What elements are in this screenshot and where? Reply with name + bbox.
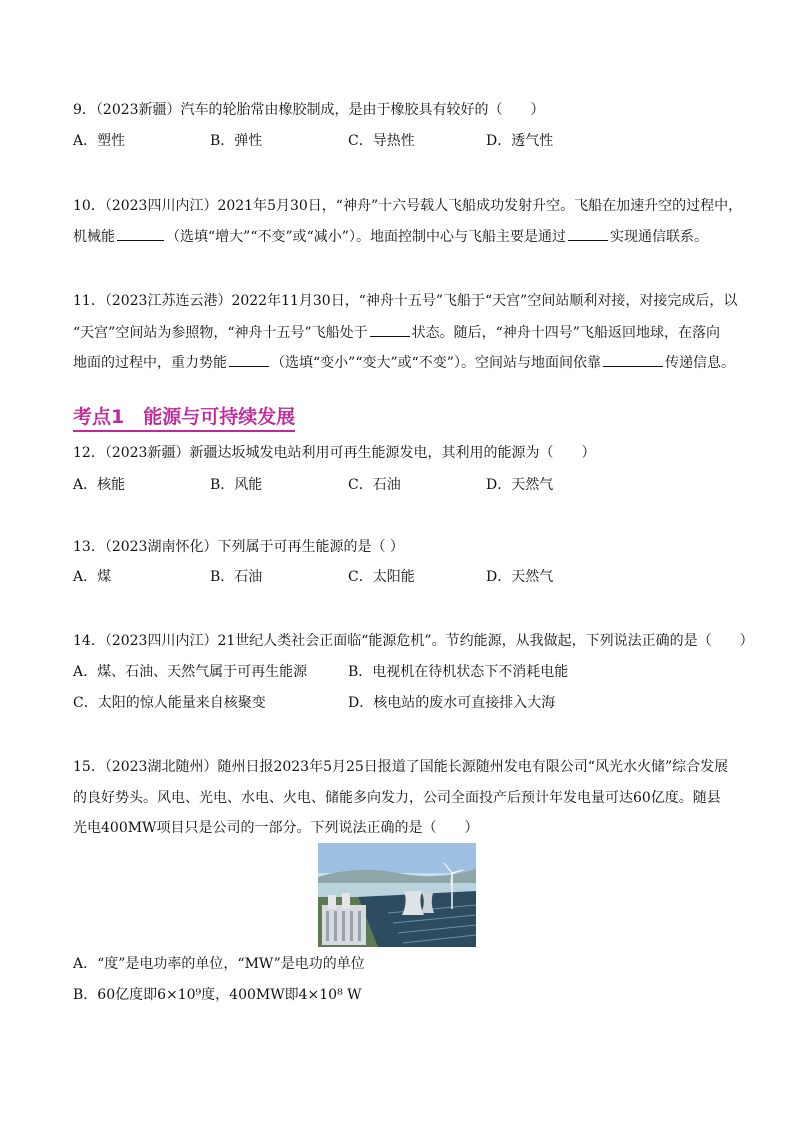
answer-blank — [117, 226, 164, 241]
question-14-option-c: C．太阳的惊人能量来自核聚变 — [73, 695, 266, 711]
question-11-text-a: “天宫”空间站为参照物，“神舟十五号”飞船处于 — [73, 325, 368, 341]
answer-blank — [370, 322, 410, 337]
question-13-option-c: C．太阳能 — [348, 569, 415, 585]
question-15-line-3: 光电400MW项目只是公司的一部分。下列说法正确的是（ ） — [73, 820, 479, 836]
question-15-line-2: 的良好势头。风电、光电、水电、火电、储能多向发力，公司全面投产后预计年发电量可达60亿度。随县 — [73, 790, 721, 806]
question-10-text-b: （选填“增大”“不变”或“减小”）。地面控制中心与飞船主要是通过 — [166, 229, 566, 245]
question-11-text-d: （选填“变小”“变大”或“不变”）。空间站与地面间依靠 — [271, 355, 601, 371]
question-13-option-a: A．煤 — [73, 569, 112, 585]
question-11-text-b: 状态。随后，“神舟十四号”飞船返回地球，在落向 — [411, 325, 720, 341]
question-9-option-b: B．弹性 — [210, 133, 263, 149]
question-12-option-c: C．石油 — [348, 477, 401, 493]
question-12-option-d: D．天然气 — [486, 477, 554, 493]
question-15-option-a: A．“度”是电功率的单位，“MW”是电功的单位 — [73, 956, 365, 972]
question-11-line-1: 11．（2023江苏连云港）2022年11月30日，“神舟十五号”飞船于“天宫”空间站顺利对接，对接完成后，以 — [73, 293, 738, 309]
question-13-option-d: D．天然气 — [486, 569, 554, 585]
answer-blank — [568, 226, 608, 241]
answer-blank — [229, 352, 269, 367]
question-13-stem: 13．（2023湖南怀化）下列属于可再生能源的是（ ） — [73, 539, 404, 555]
question-15-line-1: 15．（2023湖北随州）随州日报2023年5月25日报道了国能长源随州发电有限公司“风光水火储”综合发展 — [73, 759, 729, 775]
question-10-text-c: 实现通信联系。 — [609, 229, 708, 245]
section-heading: 考点1 能源与可持续发展 — [73, 404, 295, 432]
question-9-option-d: D．透气性 — [486, 133, 554, 149]
question-9-option-a: A．塑性 — [73, 133, 126, 149]
power-station-illustration — [318, 843, 476, 947]
question-13-option-b: B．石油 — [210, 569, 263, 585]
question-12-option-b: B．风能 — [210, 477, 263, 493]
power-station-photo — [318, 843, 476, 947]
question-10-line-1: 10．（2023四川内江）2021年5月30日，“神舟”十六号载人飞船成功发射升空。飞船在加速升空的过程中， — [73, 198, 743, 214]
question-12-option-a: A．核能 — [73, 477, 126, 493]
question-10-text-a: 机械能 — [73, 229, 115, 245]
question-14-stem: 14．（2023四川内江）21世纪人类社会正面临“能源危机”。节约能源，从我做起，下列说法正确的是（ ） — [73, 633, 754, 649]
question-10-line-2 — [73, 226, 708, 247]
question-9-option-c: C．导热性 — [348, 133, 415, 149]
question-12-stem: 12．（2023新疆）新疆达坂城发电站利用可再生能源发电，其利用的能源为（ ） — [73, 445, 596, 461]
question-9-stem: 9．（2023新疆）汽车的轮胎常由橡胶制成，是由于橡胶具有较好的（ ） — [73, 102, 545, 118]
question-15-option-b: B．60亿度即6×10⁹度，400MW即4×10⁸ W — [73, 987, 362, 1003]
question-14-option-d: D．核电站的废水可直接排入大海 — [348, 695, 556, 711]
question-11-text-e: 传递信息。 — [664, 355, 735, 371]
question-11-line-3 — [73, 352, 735, 373]
question-11-text-c: 地面的过程中，重力势能 — [73, 355, 227, 371]
question-11-line-2 — [73, 322, 720, 343]
answer-blank — [603, 352, 663, 367]
question-14-option-b: B．电视机在待机状态下不消耗电能 — [348, 664, 569, 680]
question-14-option-a: A．煤、石油、天然气属于可再生能源 — [73, 664, 308, 680]
